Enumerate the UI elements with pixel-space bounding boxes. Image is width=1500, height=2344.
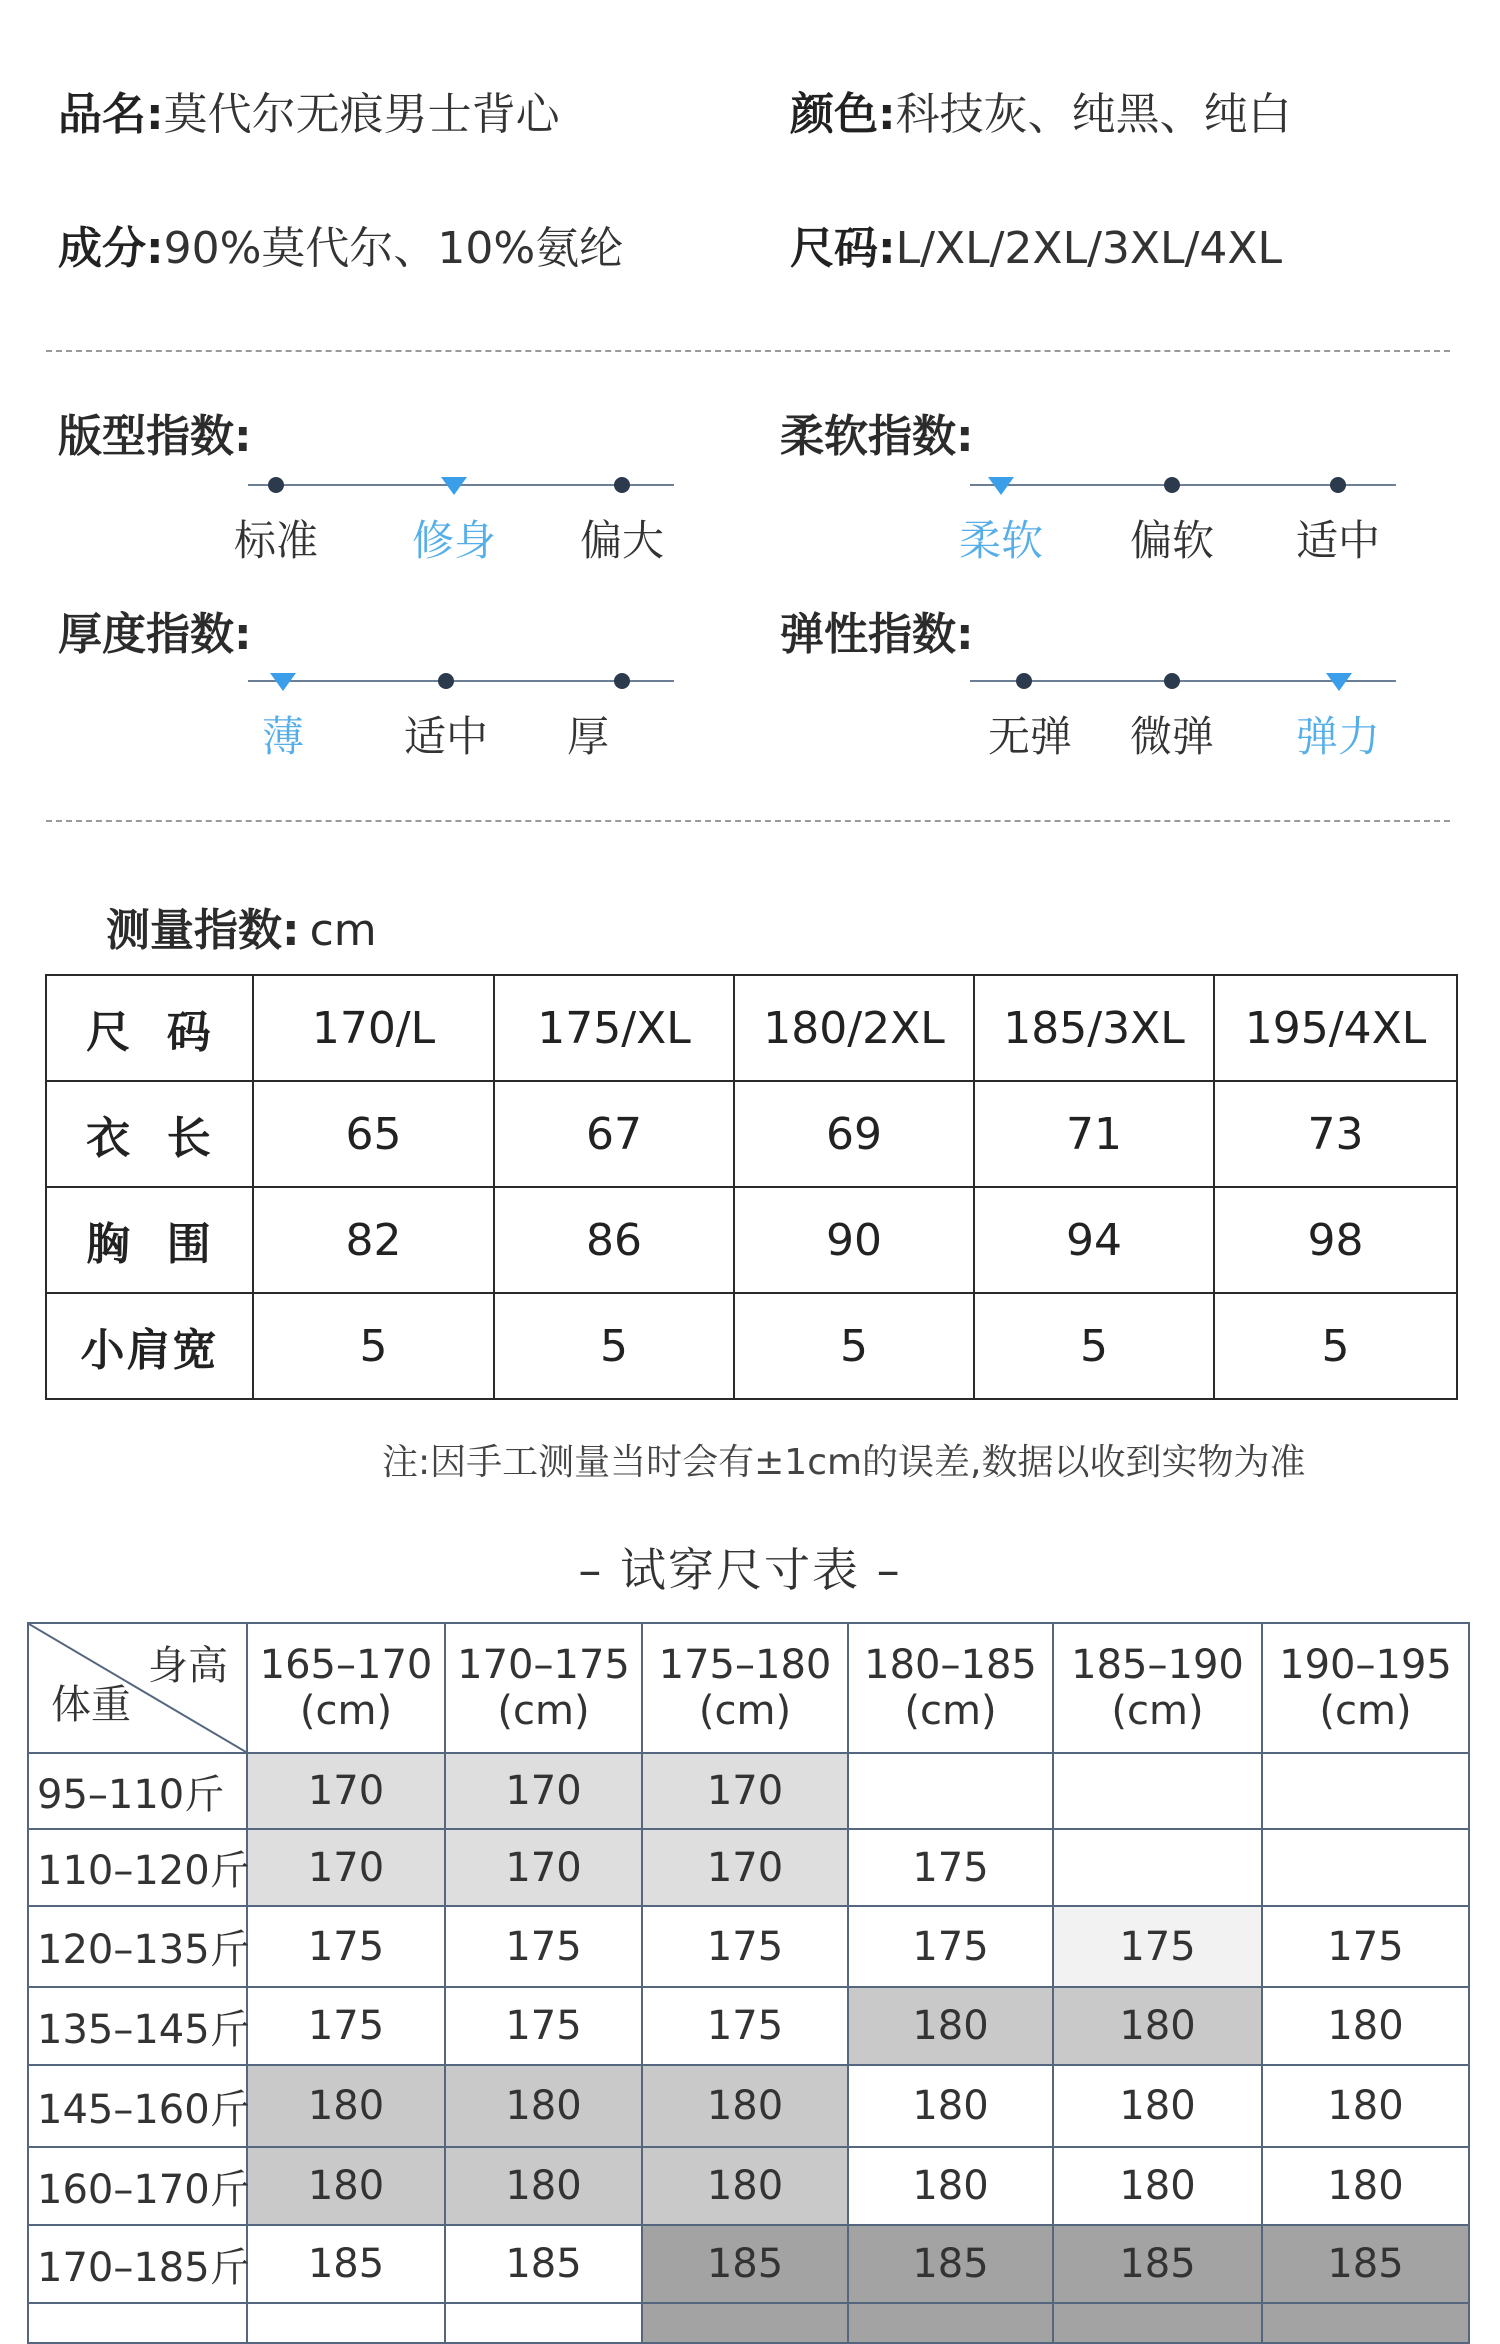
product-name [58,78,560,142]
scale-line [248,680,674,682]
fit-table-row [28,1987,1469,2065]
scale-dot [268,477,284,493]
table-cell: 67 [494,1081,734,1187]
row-header: 衣 长 [46,1081,253,1187]
height-range: 165–170 [259,1642,433,1688]
recommended-size-cell [848,2303,1053,2343]
corner-cell [28,1623,247,1753]
recommended-size-cell [642,2303,848,2343]
recommended-size-cell: 175 [642,1906,848,1987]
row-header-size: 尺 码 [46,975,253,1081]
height-range: 190–195 [1279,1642,1452,1688]
fit-table [27,1622,1470,2344]
scale-dot [614,477,630,493]
measurement-note: 注:因手工测量当时会有±1cm的误差,数据以收到实物为准 [382,1442,1306,1483]
measure-unit: cm [309,905,377,956]
divider-middle [46,820,1450,822]
table-cell: 5 [1214,1293,1457,1399]
size-header-cell: 185/3XL [974,975,1214,1081]
scale-option: 微弹 [1129,712,1214,761]
recommended-size-cell: 180 [1262,2147,1469,2225]
height-range: 175–180 [658,1642,832,1688]
scale-option-selected: 薄 [261,712,304,761]
measure-title-label: 测量指数: [106,905,300,956]
recommended-size-cell: 170 [247,1753,445,1829]
scale-option: 标准 [233,516,318,565]
scale-option-selected: 柔软 [958,516,1043,565]
table-row [46,1081,1457,1187]
recommended-size-cell [1053,1753,1262,1829]
size-header-cell: 170/L [253,975,494,1081]
measurement-table [45,974,1458,1400]
recommended-size-cell [28,2303,247,2343]
recommended-size-cell: 175 [247,1906,445,1987]
height-unit: (cm) [698,1688,792,1734]
size-header-cell: 180/2XL [734,975,974,1081]
height-unit: (cm) [299,1688,393,1734]
height-header-cell [247,1623,445,1753]
table-cell: 90 [734,1187,974,1293]
table-cell: 5 [253,1293,494,1399]
product-size-value: L/XL/2XL/3XL/4XL [895,223,1283,274]
table-cell: 86 [494,1187,734,1293]
index-title-elasticity: 弹性指数: [780,609,974,660]
size-header-cell: 175/XL [494,975,734,1081]
table-cell: 94 [974,1187,1214,1293]
height-unit: (cm) [1319,1688,1412,1734]
recommended-size-cell: 180 [848,2065,1053,2147]
recommended-size-cell: 180 [848,2147,1053,2225]
recommended-size-cell: 185 [1262,2225,1469,2303]
recommended-size-cell: 185 [247,2225,445,2303]
height-header-cell [642,1623,848,1753]
recommended-size-cell: 170 [247,1829,445,1906]
table-cell: 5 [494,1293,734,1399]
recommended-size-cell: 180 [642,2147,848,2225]
recommended-size-cell: 180 [848,1987,1053,2065]
measure-title [106,894,377,958]
table-cell: 73 [1214,1081,1457,1187]
table-row [46,1187,1457,1293]
index-title-thickness: 厚度指数: [58,609,252,660]
row-header: 胸 围 [46,1187,253,1293]
scale-option-selected: 弹力 [1295,712,1380,761]
recommended-size-cell: 185 [642,2225,848,2303]
scale-option: 适中 [1295,516,1380,565]
weight-range-cell: 120–135斤 [28,1906,247,1987]
weight-range-cell: 95–110斤 [28,1753,247,1829]
scale-dot [1330,477,1346,493]
weight-range-cell: 135–145斤 [28,1987,247,2065]
scale-option: 无弹 [987,712,1072,761]
recommended-size-cell: 170 [642,1829,848,1906]
recommended-size-cell [445,2303,642,2343]
index-title-fit: 版型指数: [58,411,252,462]
fit-table-row-partial [28,2303,1469,2343]
height-range: 185–190 [1071,1642,1244,1688]
scale-option-selected: 修身 [411,516,496,565]
recommended-size-cell: 175 [642,1987,848,2065]
height-range: 170–175 [457,1642,630,1688]
scale-dot [1164,673,1180,689]
fit-table-row [28,2147,1469,2225]
scale-option: 偏大 [579,516,664,565]
height-range: 180–185 [864,1642,1037,1688]
product-name-label: 品名: [58,89,164,140]
product-color-label: 颜色: [790,89,896,140]
product-size-label: 尺码: [790,223,896,274]
fit-header-row [28,1623,1469,1753]
recommended-size-cell: 170 [642,1753,848,1829]
corner-height-label: 身高 [148,1643,228,1689]
recommended-size-cell: 180 [445,2065,642,2147]
recommended-size-cell: 185 [848,2225,1053,2303]
height-unit: (cm) [497,1688,590,1734]
weight-range-cell: 110–120斤 [28,1829,247,1906]
product-size [790,212,1282,276]
selected-marker-icon [441,477,467,495]
recommended-size-cell [1262,1829,1469,1906]
recommended-size-cell: 180 [1262,1987,1469,2065]
table-cell: 5 [734,1293,974,1399]
height-unit: (cm) [1111,1688,1204,1734]
recommended-size-cell: 175 [1262,1906,1469,1987]
recommended-size-cell: 170 [445,1753,642,1829]
recommended-size-cell: 180 [1262,2065,1469,2147]
product-name-value: 莫代尔无痕男士背心 [163,89,560,140]
recommended-size-cell [1053,2303,1262,2343]
recommended-size-cell: 180 [1053,2065,1262,2147]
corner-weight-label: 体重 [51,1682,131,1728]
recommended-size-cell: 180 [445,2147,642,2225]
product-material-value: 90%莫代尔、10%氨纶 [163,223,624,274]
selected-marker-icon [988,477,1014,495]
recommended-size-cell [247,2303,445,2343]
scale-dot [1016,673,1032,689]
scale-dot [1164,477,1180,493]
recommended-size-cell [848,1753,1053,1829]
height-header-cell [848,1623,1053,1753]
index-title-softness: 柔软指数: [780,411,974,462]
scale-dot [614,673,630,689]
table-cell: 65 [253,1081,494,1187]
recommended-size-cell: 175 [445,1906,642,1987]
scale-option: 适中 [403,712,488,761]
fit-table-title: – 试穿尺寸表 – [578,1543,902,1597]
selected-marker-icon [270,673,296,691]
weight-range-cell: 160–170斤 [28,2147,247,2225]
scale-option: 厚 [566,712,609,761]
table-cell: 82 [253,1187,494,1293]
recommended-size-cell: 185 [445,2225,642,2303]
height-header-cell [1053,1623,1262,1753]
weight-range-cell: 170–185斤 [28,2225,247,2303]
fit-table-row [28,1753,1469,1829]
fit-table-row [28,2225,1469,2303]
recommended-size-cell: 175 [445,1987,642,2065]
recommended-size-cell: 180 [1053,1987,1262,2065]
recommended-size-cell: 170 [445,1829,642,1906]
recommended-size-cell: 180 [1053,2147,1262,2225]
table-cell: 98 [1214,1187,1457,1293]
size-header-cell: 195/4XL [1214,975,1457,1081]
recommended-size-cell: 175 [848,1906,1053,1987]
height-unit: (cm) [904,1688,997,1734]
fit-table-body [28,1753,1469,2343]
weight-range-cell: 145–160斤 [28,2065,247,2147]
table-cell: 71 [974,1081,1214,1187]
fit-table-row [28,2065,1469,2147]
product-material [58,212,623,276]
fit-table-row [28,1906,1469,1987]
fit-table-row [28,1829,1469,1906]
product-color-value: 科技灰、纯黑、纯白 [895,89,1292,140]
product-color [790,78,1292,142]
table-row-header [46,975,1457,1081]
recommended-size-cell [1262,1753,1469,1829]
row-header: 小肩宽 [46,1293,253,1399]
recommended-size-cell: 175 [1053,1906,1262,1987]
table-cell: 5 [974,1293,1214,1399]
recommended-size-cell: 180 [642,2065,848,2147]
table-cell: 69 [734,1081,974,1187]
recommended-size-cell: 175 [848,1829,1053,1906]
product-material-label: 成分: [58,223,164,274]
recommended-size-cell [1053,1829,1262,1906]
height-header-cell [1262,1623,1469,1753]
divider-top [46,350,1450,352]
selected-marker-icon [1326,673,1352,691]
scale-option: 偏软 [1129,516,1214,565]
height-header-cell [445,1623,642,1753]
recommended-size-cell: 180 [247,2065,445,2147]
recommended-size-cell: 180 [247,2147,445,2225]
recommended-size-cell: 175 [247,1987,445,2065]
recommended-size-cell: 185 [1053,2225,1262,2303]
recommended-size-cell [1262,2303,1469,2343]
table-row [46,1293,1457,1399]
scale-dot [438,673,454,689]
